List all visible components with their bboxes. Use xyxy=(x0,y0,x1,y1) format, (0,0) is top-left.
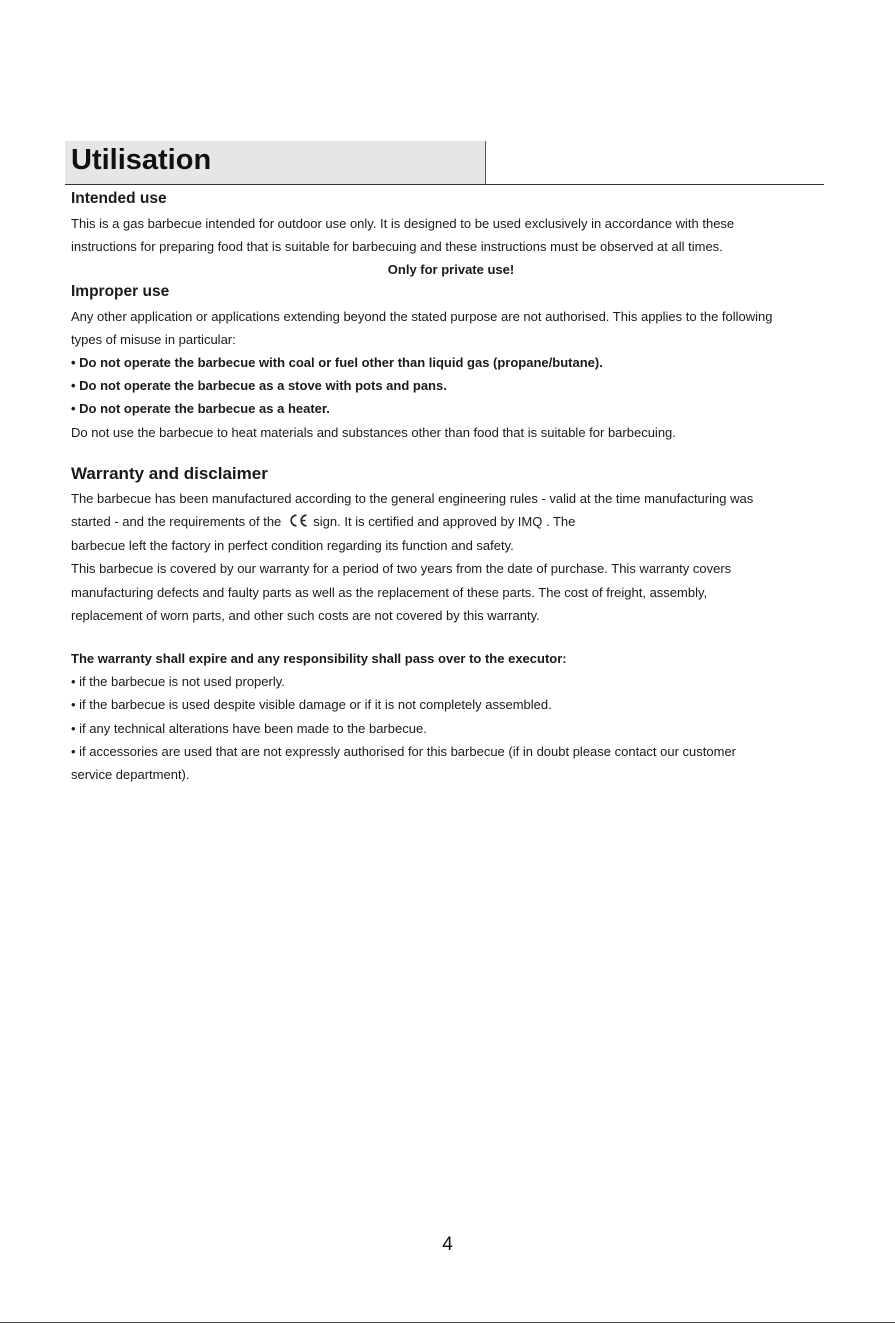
warranty-line: The barbecue has been manufactured according to the general engineering rules - valid at the time manufacturing was xyxy=(71,490,754,506)
private-use-note: Only for private use! xyxy=(387,262,515,278)
section-title-box xyxy=(65,141,486,184)
misuse-item: • Do not operate the barbecue as a stove with pots and pans. xyxy=(71,378,447,394)
ce-mark-icon xyxy=(289,511,309,534)
expire-item: • if the barbecue is not used properly. xyxy=(71,674,285,690)
page-title: Utilisation xyxy=(71,144,212,176)
warranty-heading: Warranty and disclaimer xyxy=(71,463,268,483)
improper-use-closing: Do not use the barbecue to heat materials and substances other than food that is suitable for barbecuing. xyxy=(71,424,676,440)
improper-use-heading: Improper use xyxy=(71,282,170,300)
warranty-expire-heading: The warranty shall expire and any responsibility shall pass over to the executor: xyxy=(71,651,567,667)
misuse-item: • Do not operate the barbecue as a heater. xyxy=(71,401,330,417)
warranty-line-end: sign. It is certified and approved by IMQ . The xyxy=(313,514,576,530)
expire-item: • if any technical alterations have been made to the barbecue. xyxy=(71,720,427,736)
page-number: 4 xyxy=(442,1234,453,1255)
content-body xyxy=(71,189,831,786)
expire-item: • if accessories are used that are not expressly authorised for this barbecue (if in doubt please contact our customer xyxy=(71,743,737,759)
warranty-line: replacement of worn parts, and other such costs are not covered by this warranty. xyxy=(71,607,540,623)
warranty-line: manufacturing defects and faulty parts as well as the replacement of these parts. The cost of freight, assembly, xyxy=(71,584,708,600)
warranty-line: barbecue left the factory in perfect condition regarding its function and safety. xyxy=(71,538,514,554)
improper-use-line: types of misuse in particular: xyxy=(71,331,236,347)
warranty-line-start: started - and the requirements of the xyxy=(71,514,282,530)
warranty-line-ce xyxy=(71,510,831,534)
footer-rule xyxy=(0,1322,895,1323)
improper-use-line: Any other application or applications extending beyond the stated purpose are not authorised. This applies to the following xyxy=(71,308,773,324)
expire-item: • if the barbecue is used despite visible damage or if it is not completely assembled. xyxy=(71,697,552,713)
intended-use-line: This is a gas barbecue intended for outdoor use only. It is designed to be used exclusively in accordance with these xyxy=(71,216,735,231)
intended-use-line: instructions for preparing food that is suitable for barbecuing and these instructions must be observed at all times. xyxy=(71,239,723,255)
misuse-item: • Do not operate the barbecue with coal or fuel other than liquid gas (propane/butane). xyxy=(71,355,603,371)
warranty-line: This barbecue is covered by our warranty for a period of two years from the date of purchase. This warranty covers xyxy=(71,561,732,577)
title-underline xyxy=(65,184,824,185)
expire-item: service department). xyxy=(71,767,190,783)
intended-use-heading: Intended use xyxy=(71,190,167,207)
